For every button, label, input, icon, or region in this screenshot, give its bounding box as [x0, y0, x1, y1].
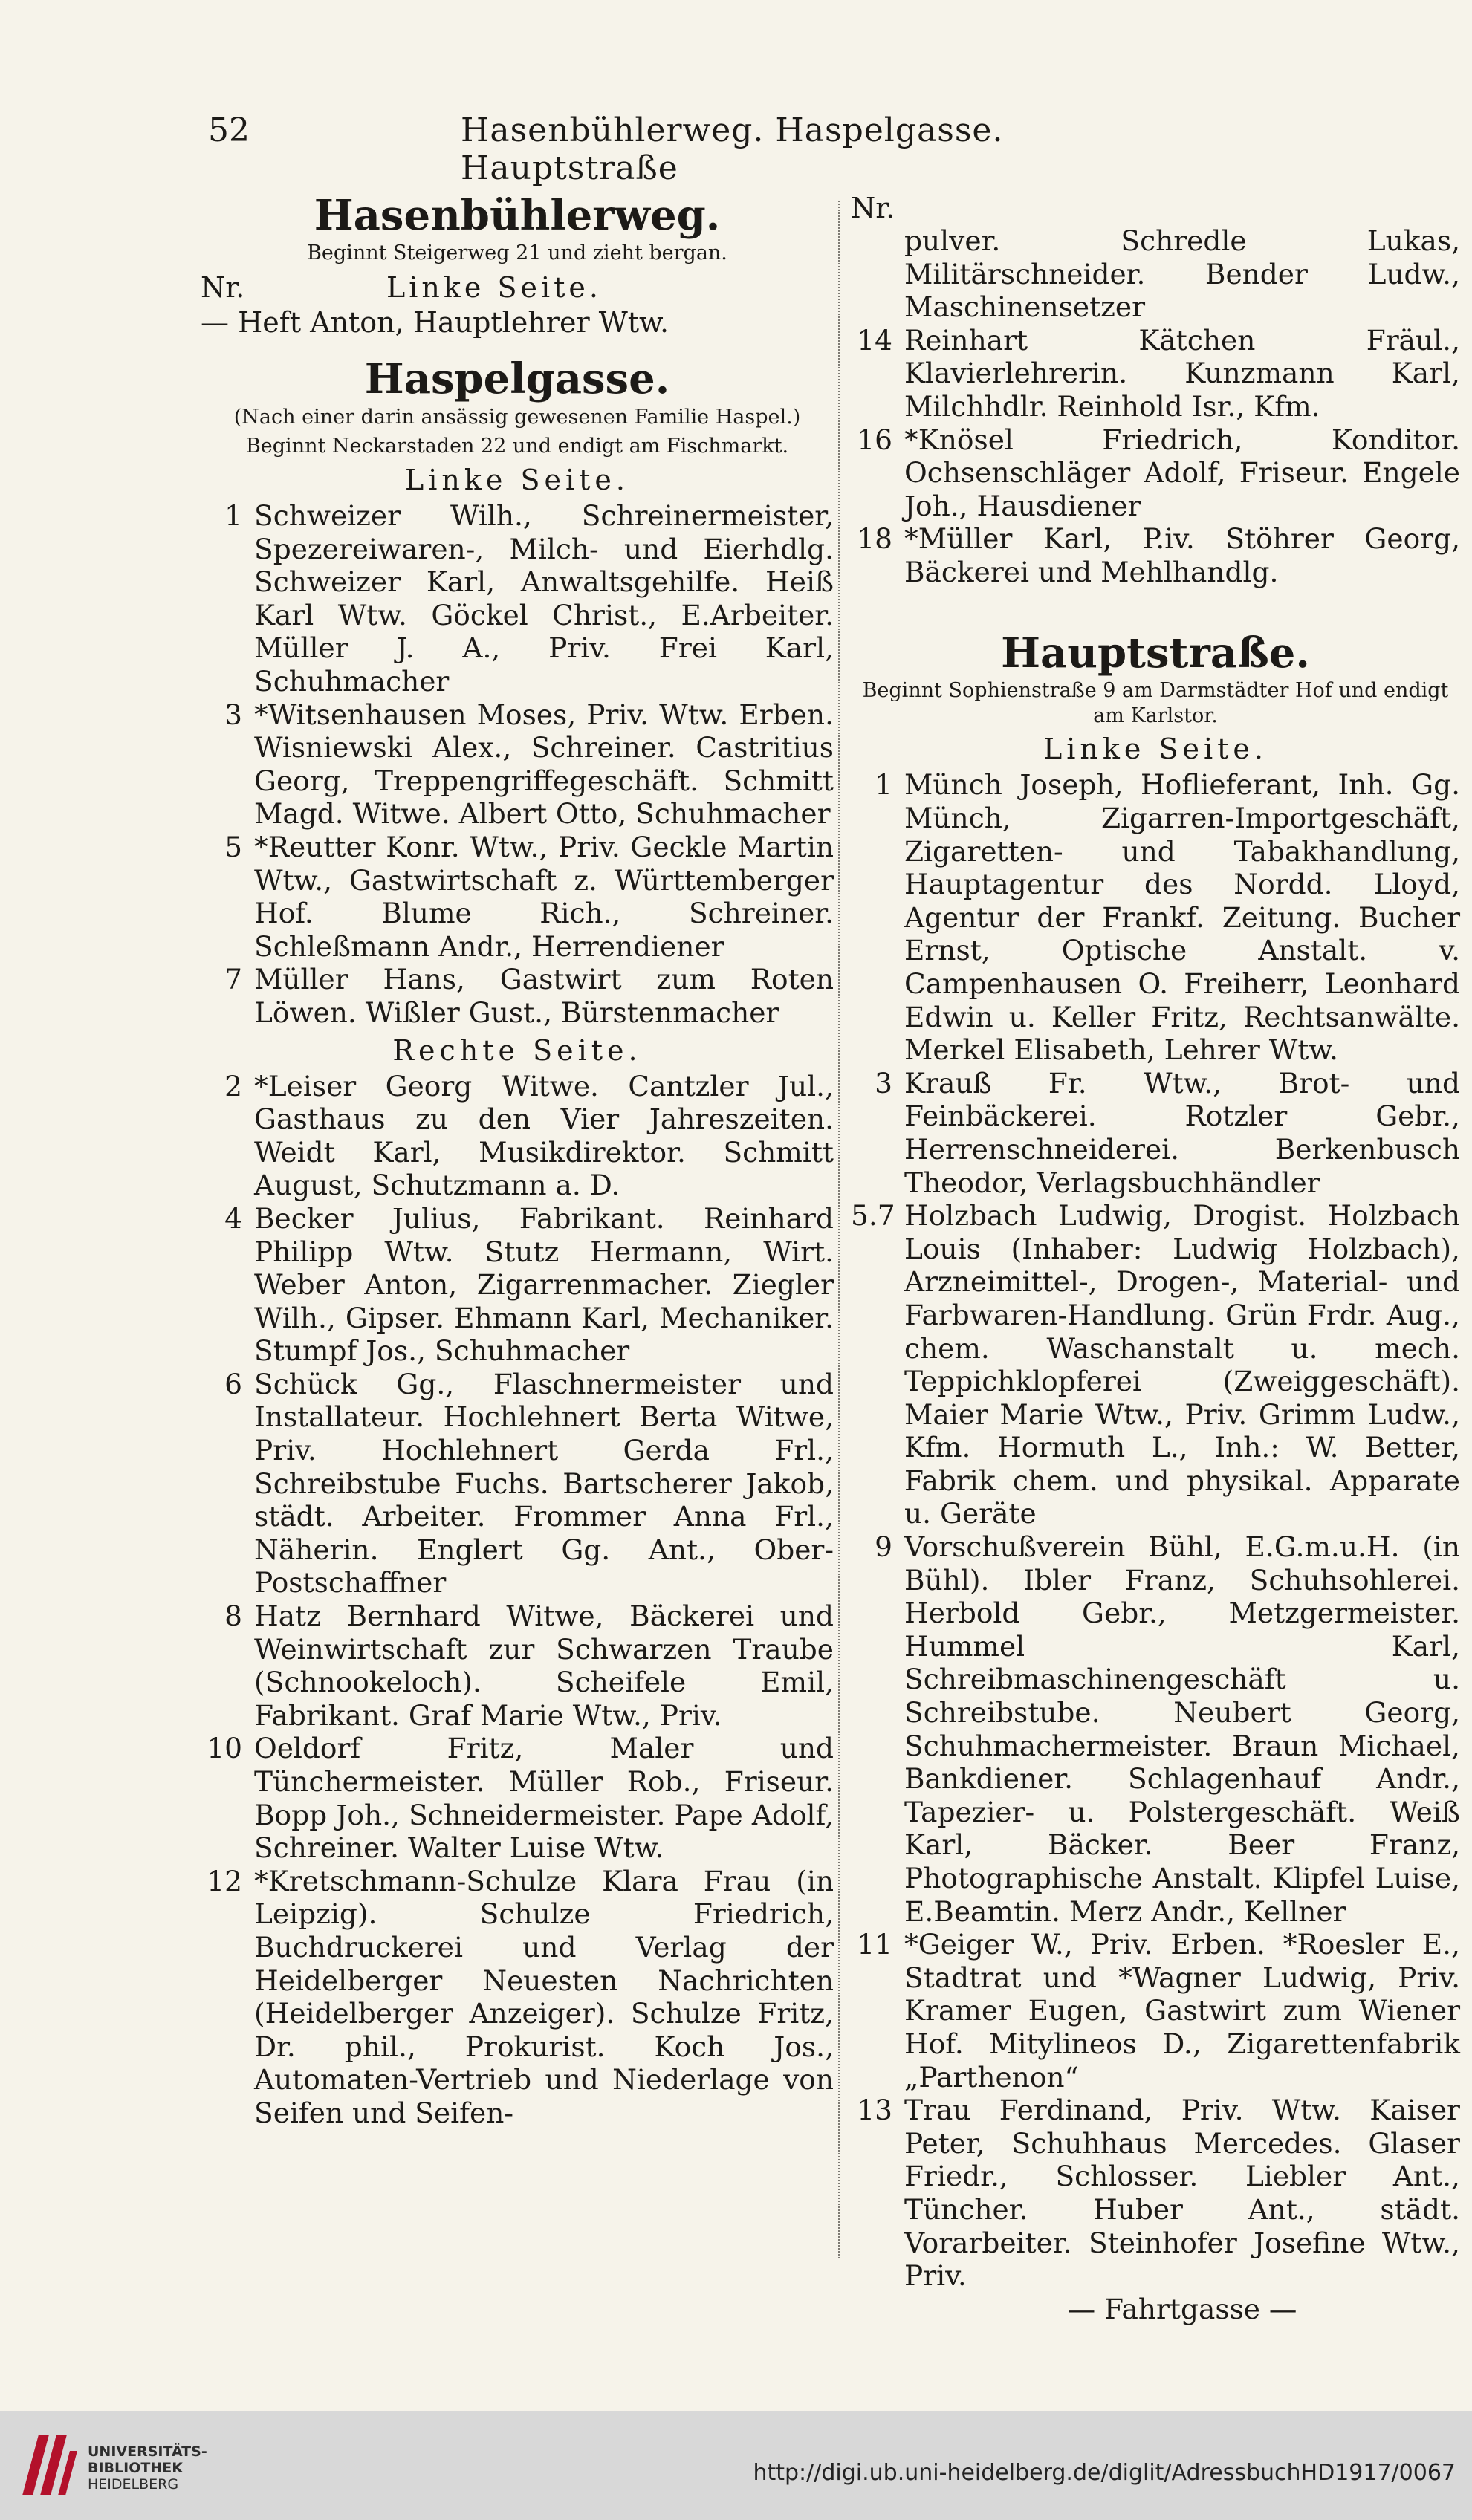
- street-title-hauptstrasse: Hauptstraße.: [1001, 628, 1310, 678]
- list-item: 18 *Müller Karl, P.iv. Stöhrer Georg, Bäckerei und Mehlhandlg.: [857, 522, 1460, 588]
- list-item: 2 *Leiser Georg Witwe. Cantzler Jul., Gasthaus zu den Vier Jahreszeiten. Weidt Karl, Musikdirektor. Schmitt August, Schutzmann a. D.: [224, 1069, 834, 1202]
- list-item: 7 Müller Hans, Gastwirt zum Roten Löwen. Wißler Gust., Bürstenmacher: [224, 963, 834, 1029]
- source-url-link[interactable]: http://digi.ub.uni-heidelberg.de/diglit/AdressbuchHD1917/0067: [753, 2460, 1456, 2486]
- left-column: [201, 192, 834, 2130]
- list-item: 11 *Geiger W., Priv. Erben. *Roesler E., Stadtrat und *Wagner Ludwig, Priv. Kramer Eugen, Gastwirt zum Wiener Hof. Mitylineos D., Zigarettenfabrik „Parthenon“: [857, 1928, 1460, 2094]
- list-item: 3 *Witsenhausen Moses, Priv. Wtw. Erben. Wisniewski Alex., Schreiner. Castritius Georg, Treppengriffegeschäft. Schmitt Magd. Witwe. Albert Otto, Schuhmacher: [224, 698, 834, 831]
- list-item: 13 Trau Ferdinand, Priv. Wtw. Kaiser Peter, Schuhhaus Mercedes. Glaser Friedr., Schlosser. Liebler Ant., Tüncher. Huber Ant., städt. Vorarbeiter. Steinhofer Josefine Wtw., Priv.: [857, 2094, 1460, 2293]
- street-subtitle-course: Beginnt Neckarstaden 22 und endigt am Fischmarkt.: [245, 435, 789, 458]
- list-item: 9 Vorschußverein Bühl, E.G.m.u.H. (in Bühl). Ibler Franz, Schuhsohlerei. Herbold Gebr., Metzgermeister. Hummel Karl, Schreibmaschinengeschäft u. Schreibstube. Neubert Georg, Schuhmachermeister. Braun Michael, Bankdiener. Schlagenhauf Andr., Tapezier- u. Polstergeschäft. Weiß Karl, Bäcker. Beer Franz, Photographische Anstalt. Klipfel Luise, E.Beamtin. Merz Andr., Kellner: [875, 1530, 1460, 1928]
- library-seal-icon: [16, 2429, 80, 2500]
- street-subtitle-origin: (Nach einer darin ansässig gewesenen Familie Haspel.): [233, 405, 801, 429]
- end-note: — Fahrtgasse —: [1067, 2292, 1297, 2325]
- right-column: [851, 192, 1460, 2325]
- street-title-hasenbuehlerweg: Hasenbühlerweg.: [314, 191, 721, 240]
- entries-left-side: [201, 499, 834, 1030]
- side-label-right: Rechte Seite.: [392, 1033, 642, 1067]
- list-item: 16 *Knösel Friedrich, Konditor. Ochsenschläger Adolf, Friseur. Engele Joh., Hausdiener: [857, 423, 1460, 522]
- entries-hauptstrasse: [851, 768, 1460, 2292]
- side-label: Linke Seite.: [386, 271, 602, 305]
- list-item: 1 Schweizer Wilh., Schreinermeister, Spezereiwaren-, Milch- und Eierhdlg. Schweizer Karl, Anwaltsgehilfe. Heiß Karl Wtw. Göckel Christ., E.Arbeiter. Müller J. A., Priv. Frei Karl, Schuhmacher: [224, 499, 834, 698]
- entry-heft: — Heft Anton, Hauptlehrer Wtw.: [201, 306, 669, 340]
- footer-bar: [0, 2411, 1472, 2520]
- list-item: 12 *Kretschmann-Schulze Klara Frau (in Leipzig). Schulze Friedrich, Buchdruckerei und Verlag der Heidelberger Neuesten Nachrichten (Heidelberger Anzeiger). Schulze Fritz, Dr. phil., Prokurist. Koch Jos., Automaten-Vertrieb und Niederlage von Seifen und Seifen-: [207, 1864, 834, 2129]
- entries-right-side: [201, 1070, 834, 2130]
- side-label-left: Linke Seite.: [405, 464, 629, 497]
- street-subtitle: Beginnt Steigerweg 21 und zieht bergan.: [307, 241, 727, 265]
- side-label-left: Linke Seite.: [1043, 733, 1268, 766]
- continuation-entry: pulver. Schredle Lukas, Militärschneider. Bender Ludw., Maschinensetzer: [904, 224, 1460, 324]
- street-subtitle: Beginnt Sophienstraße 9 am Darmstädter Hof und endigt am Karlstor.: [862, 678, 1449, 727]
- list-item: 6 Schück Gg., Flaschnermeister und Installateur. Hochlehnert Berta Witwe, Priv. Hochlehnert Gerda Frl., Schreibstube Fuchs. Bartscherer Jakob, städt. Arbeiter. Frommer Anna Frl., Näherin. Englert Gg. Ant., Ober-Postschaffner: [224, 1367, 834, 1600]
- list-item: 14 Reinhart Kätchen Fräul., Klavierlehrerin. Kunzmann Karl, Milchhdlr. Reinhold Isr., Kfm.: [857, 323, 1460, 423]
- list-item: 10 Oeldorf Fritz, Maler und Tünchermeister. Müller Rob., Friseur. Bopp Joh., Schneidermeister. Pape Adolf, Schreiner. Walter Luise Wtw.: [207, 1732, 834, 1865]
- nr-label: Nr.: [201, 271, 245, 305]
- page-title: Hasenbühlerweg. Haspelgasse. Hauptstraße: [461, 111, 1004, 187]
- list-item: 5.7 Holzbach Ludwig, Drogist. Holzbach Louis (Inhaber: Ludwig Holzbach), Arzneimittel-, Drogen-, Material- und Farbwaren-Handlung. Grün Frdr. Aug., chem. Waschanstalt u. mech. Teppichklopferei (Zweiggeschäft). Maier Marie Wtw., Priv. Grimm Ludw., Kfm. Hormuth L., Inh.: W. Better, Fabrik chem. und physikal. Apparate u. Geräte: [851, 1199, 1460, 1530]
- list-item: 8 Hatz Bernhard Witwe, Bäckerei und Weinwirtschaft zur Schwarzen Traube (Schnookeloch). Scheifele Emil, Fabrikant. Graf Marie Wtw., Priv.: [224, 1600, 834, 1732]
- library-name: UNIVERSITÄTS- BIBLIOTHEK HEIDELBERG: [88, 2443, 207, 2493]
- column-divider: [838, 201, 840, 2258]
- street-title-haspelgasse: Haspelgasse.: [364, 354, 670, 404]
- list-item: 4 Becker Julius, Fabrikant. Reinhard Philipp Wtw. Stutz Hermann, Wirt. Weber Anton, Zigarrenmacher. Ziegler Wilh., Gipser. Ehmann Karl, Mechaniker. Stumpf Jos., Schuhmacher: [224, 1201, 834, 1368]
- entries-continued: [851, 324, 1460, 589]
- nr-side-row: [201, 270, 834, 305]
- page-number: 52: [208, 111, 250, 149]
- list-item: 3 Krauß Fr. Wtw., Brot- und Feinbäckerei. Rotzler Gebr., Herrenschneiderei. Berkenbusch Theodor, Verlagsbuchhändler: [875, 1066, 1460, 1199]
- library-logo[interactable]: [16, 2424, 207, 2506]
- list-item: 1 Münch Joseph, Hoflieferant, Inh. Gg. Münch, Zigarren-Importgeschäft, Zigaretten- und Tabakhandlung, Hauptagentur des Nordd. Lloyd, Agentur der Frankf. Zeitung. Bucher Ernst, Optische Anstalt. v. Campenhausen O. Freiherr, Leonhard Edwin u. Keller Fritz, Rechtsanwälte. Merkel Elisabeth, Lehrer Wtw.: [875, 768, 1460, 1067]
- list-item: 5 *Reutter Konr. Wtw., Priv. Geckle Martin Wtw., Gastwirtschaft z. Württemberger Hof. Blume Rich., Schreiner. Schleßmann Andr., Herrendiener: [224, 830, 834, 963]
- nr-label: Nr.: [851, 192, 895, 224]
